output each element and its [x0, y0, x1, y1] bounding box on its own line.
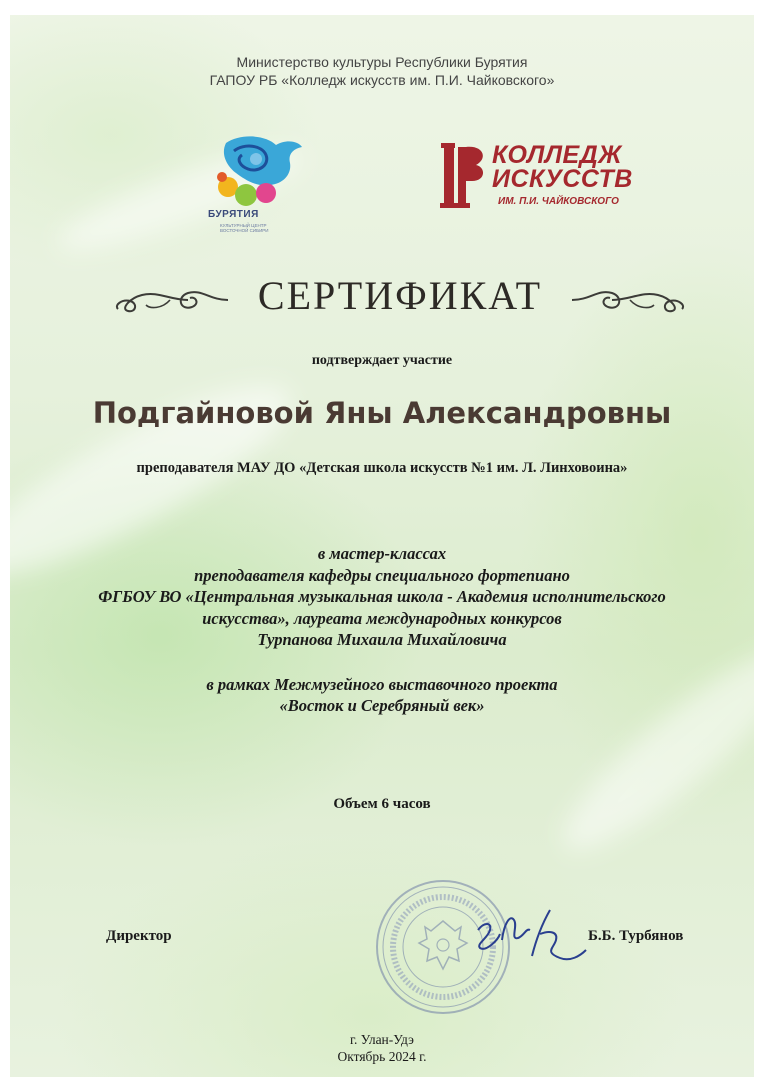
confirms-participation: подтверждает участие: [311, 353, 453, 368]
recipient-position: преподавателя МАУ ДО «Детская школа искусств №1 им. Л. Линховоина»: [136, 460, 628, 476]
college-logo-line1: КОЛЛЕДЖ: [492, 141, 622, 169]
event-details: [10, 543, 754, 717]
details-line: в мастер-классах: [317, 544, 447, 563]
college-full-name: ГАПОУ РБ «Колледж искусств им. П.И. Чайковского»: [209, 72, 555, 88]
details-line: преподавателя кафедры специального фортепиано: [194, 565, 570, 585]
buryatia-logo: [206, 133, 306, 243]
signatory-name: Б.Б. Турбянов: [588, 928, 684, 944]
college-logo-line3: ИМ. П.И. ЧАЙКОВСКОГО: [498, 196, 619, 207]
certificate-title: СЕРТИФИКАТ: [257, 273, 543, 318]
details-line: Турпанова Михаила Михайловича: [257, 630, 507, 649]
project-line: «Восток и Серебряный век»: [279, 696, 485, 715]
city: г. Улан-Удэ: [350, 1032, 414, 1047]
ministry-name: Министерство культуры Республики Бурятия: [236, 54, 528, 70]
college-logo-line2: ИСКУССТВ: [492, 165, 633, 193]
recipient-name: Подгайновой Яны Александровны: [92, 396, 672, 430]
hours-volume: Объем 6 часов: [333, 796, 431, 812]
certificate-page: [10, 15, 754, 1077]
handwritten-signature-icon: [470, 900, 590, 970]
project-line: в рамках Межмузейного выставочного проекта: [206, 674, 558, 694]
right-ornament-icon: [570, 285, 690, 315]
certificate-title-row: [110, 270, 690, 330]
issuer-header: [10, 53, 754, 89]
college-emblem-icon: [440, 141, 490, 211]
buryatia-wordmark: БУРЯТИЯ: [208, 209, 259, 220]
issue-date: Октябрь 2024 г.: [337, 1049, 427, 1064]
buryatia-emblem-icon: [206, 133, 306, 211]
details-line: искусства», лауреата международных конкурсов: [202, 608, 562, 628]
signatory-role: Директор: [106, 928, 172, 944]
place-and-date: [10, 1031, 754, 1065]
details-line: ФГБОУ ВО «Центральная музыкальная школа - Академия исполнительского: [98, 587, 666, 606]
college-logo: [440, 141, 640, 211]
buryatia-subtitle: КУЛЬТУРНЫЙ ЦЕНТР ВОСТОЧНОЙ СИБИРИ: [220, 223, 269, 233]
